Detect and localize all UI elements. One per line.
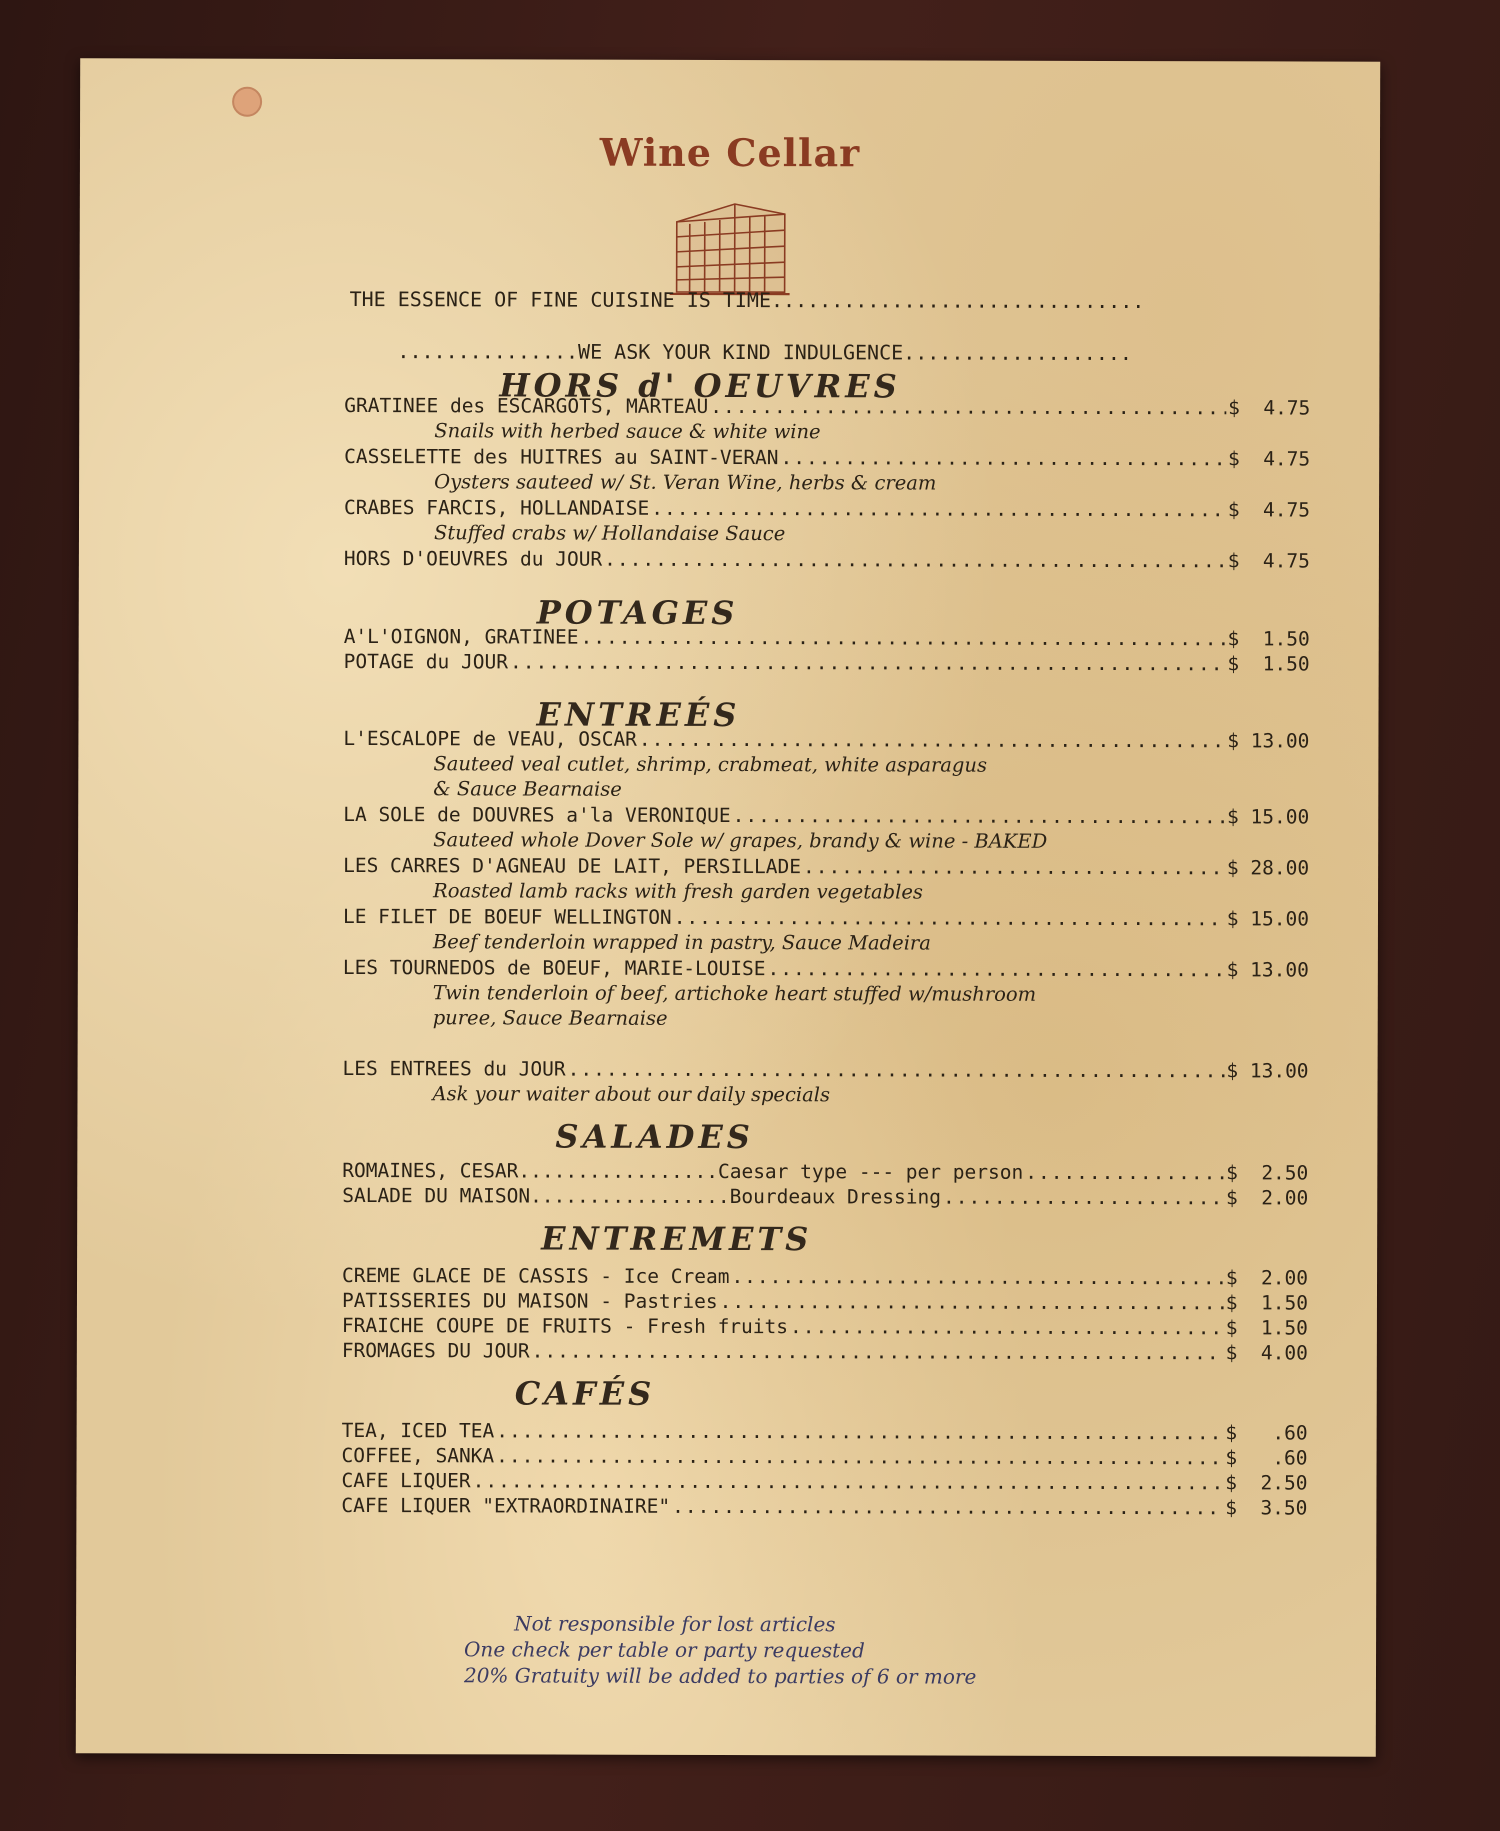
menu-item xyxy=(342,1289,1308,1318)
item-price: $ 13.00 xyxy=(1226,958,1309,982)
menu-item xyxy=(343,803,1309,832)
heading-cafes: CAFÉS xyxy=(514,1374,656,1413)
item-price: $ 1.50 xyxy=(1225,1316,1308,1340)
footer-note: 20% Gratuity will be added to parties of 6 or more xyxy=(463,1663,977,1689)
item-name: CRABES FARCIS, HOLLANDAISE xyxy=(344,495,650,520)
menu-item xyxy=(342,1444,1308,1473)
building-logo xyxy=(665,192,795,302)
leader-dots xyxy=(532,1339,1224,1364)
item-price: $ 1.50 xyxy=(1227,652,1310,676)
item-name: TEA, ICED TEA xyxy=(341,1418,495,1443)
item-name: ROMAINES, CESAR.................Caesar type --- per person xyxy=(342,1158,1024,1184)
leader-dots xyxy=(710,395,1226,419)
menu-item xyxy=(344,445,1310,474)
item-description: Sauteed whole Dover Sole w/ grapes, brandy & wine - BAKED xyxy=(433,828,1048,853)
menu-item xyxy=(344,625,1310,654)
item-name: CAFE LIQUER "EXTRAORDINAIRE" xyxy=(341,1493,671,1518)
menu-item xyxy=(343,727,1309,756)
menu-title: Wine Cellar xyxy=(599,129,861,176)
item-description: Stuffed crabs w/ Hollandaise Sauce xyxy=(433,521,786,546)
heading-entremets: ENTREMETS xyxy=(541,1219,813,1259)
leader-dots xyxy=(790,1315,1224,1339)
leader-dots xyxy=(781,446,1226,470)
item-description-cont: & Sauce Bearnaise xyxy=(433,777,622,801)
item-price: $ 1.50 xyxy=(1227,627,1310,651)
menu-item xyxy=(343,905,1309,934)
item-name: LES TOURNEDOS de BOEUF, MARIE-LOUISE xyxy=(342,955,766,981)
footer-note: Not responsible for lost articles xyxy=(514,1611,836,1637)
leader-dots xyxy=(803,855,1225,879)
leader-dots xyxy=(639,728,1225,753)
menu-item xyxy=(344,547,1310,576)
menu-item xyxy=(341,1469,1307,1498)
item-name: SALADE DU MAISON.................Bourdeaux Dressing xyxy=(342,1183,942,1209)
leader-dots xyxy=(496,1419,1223,1444)
heading-salades: SALADES xyxy=(555,1117,754,1157)
menu-item xyxy=(344,496,1310,525)
item-name: GRATINEE des ESCARGOTS, MARTEAU xyxy=(344,393,709,418)
item-price: $ 1.50 xyxy=(1225,1291,1308,1315)
leader-dots xyxy=(672,1495,1223,1519)
item-description: Ask your waiter about our daily specials xyxy=(432,1082,831,1107)
leader-dots xyxy=(1025,1161,1224,1185)
item-price: $ 13.00 xyxy=(1227,729,1310,753)
leader-dots xyxy=(720,1290,1224,1314)
item-name: PATISSERIES DU MAISON - Pastries xyxy=(341,1288,718,1313)
leader-dots xyxy=(767,957,1224,981)
item-description: Roasted lamb racks with fresh garden vegetables xyxy=(433,879,923,904)
item-name: FROMAGES DU JOUR xyxy=(341,1338,530,1363)
item-price: $ .60 xyxy=(1225,1446,1308,1470)
item-name: LE FILET DE BOEUF WELLINGTON xyxy=(342,904,672,929)
item-name: CAFE LIQUER xyxy=(341,1468,471,1493)
leader-dots xyxy=(731,1265,1223,1289)
item-name: POTAGE du JOUR xyxy=(343,649,509,674)
leader-dots xyxy=(580,626,1225,651)
leader-dots xyxy=(473,1469,1224,1494)
item-price: $ 4.75 xyxy=(1227,549,1310,573)
leader-dots xyxy=(674,906,1225,930)
item-description: Beef tenderloin wrapped in pastry, Sauce Madeira xyxy=(432,930,931,955)
item-price: $ 3.50 xyxy=(1225,1496,1308,1520)
item-name: CASSELETTE des HUITRES au SAINT-VERAN xyxy=(344,444,779,470)
menu-item xyxy=(343,956,1309,985)
item-description: Twin tenderloin of beef, artichoke heart stuffed w/mushroom xyxy=(432,981,1037,1006)
menu-item xyxy=(343,1057,1309,1086)
tagline-2: ...............WE ASK YOUR KIND INDULGENCE................... xyxy=(397,339,1132,366)
menu-item xyxy=(342,1264,1308,1293)
menu-item xyxy=(343,854,1309,883)
leader-dots xyxy=(943,1186,1224,1210)
leader-dots xyxy=(496,1444,1223,1469)
item-price: $ 4.75 xyxy=(1227,447,1311,471)
item-description: Snails with herbed sauce & white wine xyxy=(434,419,821,444)
item-name: CREME GLACE DE CASSIS - Ice Cream xyxy=(342,1263,730,1289)
item-price: $ 2.00 xyxy=(1225,1266,1309,1290)
leader-dots xyxy=(568,1058,1225,1083)
tagline-1: THE ESSENCE OF FINE CUISINE IS TIME............................... xyxy=(349,287,1145,314)
item-name: L'ESCALOPE de VEAU, OSCAR xyxy=(343,726,637,751)
item-description-cont: puree, Sauce Bearnaise xyxy=(432,1006,668,1030)
item-name: A'L'OIGNON, GRATINEE xyxy=(343,624,579,649)
heading-potages: POTAGES xyxy=(536,593,739,633)
item-price: $ 4.00 xyxy=(1225,1341,1308,1365)
item-price: $ 15.00 xyxy=(1227,805,1310,829)
item-price: $ 28.00 xyxy=(1226,856,1310,880)
item-price: $ 2.50 xyxy=(1226,1161,1309,1185)
menu-item xyxy=(342,1184,1308,1213)
menu-item xyxy=(342,1314,1308,1343)
item-description: Oysters sauteed w/ St. Veran Wine, herbs & cream xyxy=(434,470,937,495)
item-price: $ 4.75 xyxy=(1227,498,1311,522)
leader-dots xyxy=(651,497,1226,522)
item-price: $ 2.00 xyxy=(1226,1186,1309,1210)
heading-entrees: ENTREÉS xyxy=(536,695,741,735)
menu-item xyxy=(342,1419,1308,1448)
menu-paper xyxy=(76,58,1380,1756)
item-price: $ .60 xyxy=(1225,1421,1308,1445)
leader-dots xyxy=(510,650,1225,675)
leader-dots xyxy=(733,804,1225,828)
menu-item xyxy=(344,650,1310,679)
leader-dots xyxy=(604,548,1226,573)
menu-item xyxy=(342,1339,1308,1368)
menu-item xyxy=(342,1159,1308,1188)
item-name: LES CARRES D'AGNEAU DE LAIT, PERSILLADE xyxy=(343,853,802,879)
item-price: $ 13.00 xyxy=(1226,1059,1309,1083)
menu-item xyxy=(341,1494,1307,1523)
item-name: FRAICHE COUPE DE FRUITS - Fresh fruits xyxy=(341,1313,789,1339)
item-price: $ 2.50 xyxy=(1225,1471,1308,1495)
item-name: HORS D'OEUVRES du JOUR xyxy=(343,546,603,571)
item-price: $ 4.75 xyxy=(1228,396,1311,420)
heading-hors-doeuvres: HORS d' OEUVRES xyxy=(499,366,901,406)
punch-hole xyxy=(232,87,262,117)
item-name: COFFEE, SANKA xyxy=(341,1443,495,1468)
item-name: LA SOLE de DOUVRES a'la VERONIQUE xyxy=(343,802,731,828)
item-description: Sauteed veal cutlet, shrimp, crabmeat, white asparagus xyxy=(433,752,988,777)
item-name: LES ENTREES du JOUR xyxy=(342,1056,566,1081)
menu-item xyxy=(344,394,1310,423)
footer-note: One check per table or party requested xyxy=(464,1637,865,1663)
item-price: $ 15.00 xyxy=(1226,907,1310,931)
